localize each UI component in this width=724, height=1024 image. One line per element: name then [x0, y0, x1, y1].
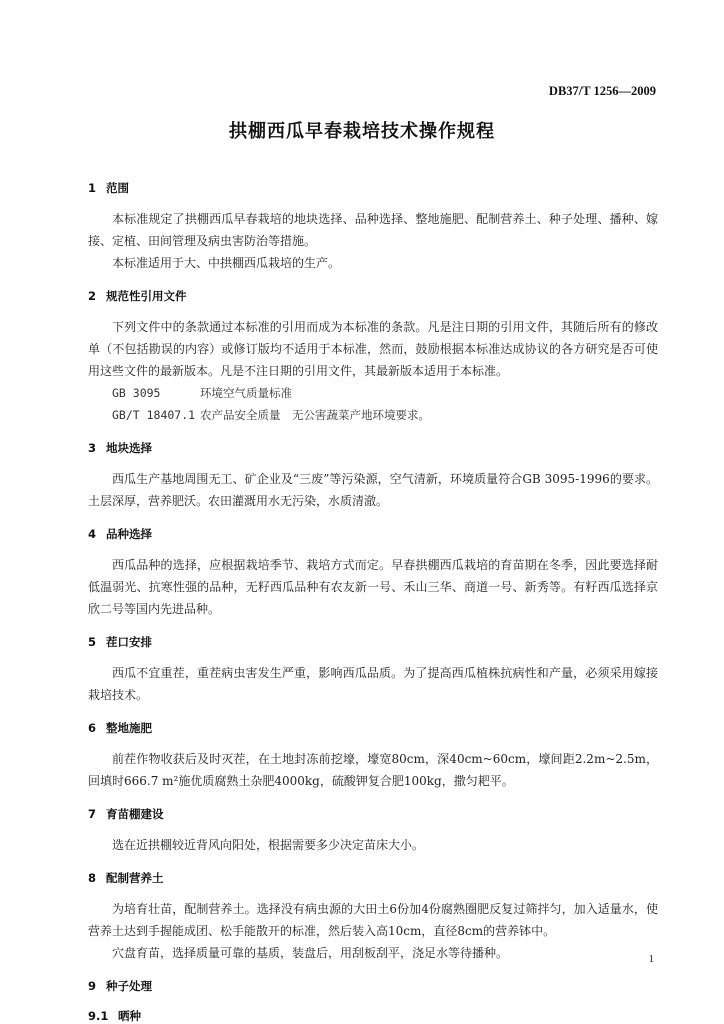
section-heading-3 [88, 440, 658, 456]
subsection-heading-9-1 [88, 1008, 658, 1024]
section-heading-5 [88, 634, 658, 650]
reference-code: GB 3095 [112, 386, 161, 400]
section-title: 整地施肥 [106, 721, 152, 735]
section-number: 2 [88, 289, 97, 303]
section-title: 晒种 [118, 1009, 141, 1023]
paragraph: 下列文件中的条款通过本标准的引用而成为本标准的条款。凡是注日期的引用文件，其随后所有的修改单（不包括勘误的内容）或修订版均不适用于本标准，然而，鼓励根据本标准达成协议的各方研究是否可使用这些文件的最新版本。凡是不注日期的引用文件，其最新版本适用于本标准。 [88, 320, 658, 378]
section-title: 种子处理 [106, 979, 152, 993]
reference-code: GB/T 18407.1 [112, 408, 196, 422]
section-heading-6 [88, 720, 658, 736]
paragraph: 前茬作物收获后及时灭茬，在土地封冻前挖壕，壕宽80cm，深40cm~60cm，壕间距2.2m~2.5m，回填时666.7 m²施优质腐熟土杂肥4000kg，硫酸钾复合肥100kg，撒匀耙平。 [88, 752, 658, 788]
section-heading-8 [88, 870, 658, 886]
section-heading-7 [88, 806, 658, 822]
normative-reference [88, 382, 658, 404]
section-title: 地块选择 [106, 441, 152, 455]
section-heading-2 [88, 288, 658, 304]
section-title: 茬口安排 [106, 635, 152, 649]
paragraph: 本标准适用于大、中拱棚西瓜栽培的生产。 [112, 256, 341, 270]
section-title: 范围 [106, 181, 129, 195]
paragraph: 西瓜生产基地周围无工、矿企业及“三废”等污染源，空气清新，环境质量符合GB 3095-1996的要求。土层深厚，营养肥沃。农田灌溉用水无污染，水质清澈。 [88, 472, 658, 508]
section-title: 规范性引用文件 [106, 289, 187, 303]
section-number: 5 [88, 635, 97, 649]
paragraph: 西瓜不宜重茬，重茬病虫害发生严重，影响西瓜品质。为了提高西瓜植株抗病性和产量，必须采用嫁接栽培技术。 [88, 666, 658, 702]
paragraph: 选在近拱棚较近背风向阳处，根据需要多少决定苗床大小。 [112, 838, 425, 852]
section-heading-4 [88, 526, 658, 542]
paragraph: 为培育壮苗，配制营养土。选择没有病虫源的大田土6份加4份腐熟圈肥反复过筛拌匀，加入适量水，使营养土达到手握能成团、松手能散开的标准，然后装入高10cm，直径8cm的营养钵中。 [88, 902, 658, 938]
section-number: 7 [88, 807, 97, 821]
paragraph: 本标准规定了拱棚西瓜早春栽培的地块选择、品种选择、整地施肥、配制营养土、种子处理、播种、嫁接、定植、田间管理及病虫害防治等措施。 [88, 212, 658, 248]
section-title: 育苗棚建设 [106, 807, 164, 821]
section-number: 1 [88, 181, 97, 195]
document-body [88, 180, 658, 1024]
normative-reference [88, 404, 658, 426]
reference-title: 农产品安全质量 无公害蔬菜产地环境要求。 [200, 408, 430, 422]
document-number: DB37/T 1256—2009 [548, 84, 656, 98]
section-title: 配制营养土 [106, 871, 164, 885]
section-number: 9 [88, 979, 97, 993]
section-heading-9 [88, 978, 658, 994]
document-title: 拱棚西瓜早春栽培技术操作规程 [229, 121, 495, 142]
section-number: 9.1 [88, 1009, 109, 1023]
paragraph: 西瓜品种的选择，应根据栽培季节、栽培方式而定。早春拱棚西瓜栽培的育苗期在冬季，因此要选择耐低温弱光、抗寒性强的品种，无籽西瓜品种有农友新一号、禾山三华、商道一号、新秀等。有籽西瓜选择京欣二号等国内先进品种。 [88, 558, 658, 616]
section-number: 6 [88, 721, 97, 735]
section-number: 3 [88, 441, 97, 455]
section-number: 4 [88, 527, 97, 541]
section-heading-1 [88, 180, 658, 196]
section-number: 8 [88, 871, 97, 885]
paragraph: 穴盘育苗，选择质量可靠的基质，装盘后，用刮板刮平，浇足水等待播种。 [112, 946, 509, 960]
page-number: 1 [648, 953, 654, 965]
reference-title: 环境空气质量标准 [200, 386, 292, 400]
section-title: 品种选择 [106, 527, 152, 541]
